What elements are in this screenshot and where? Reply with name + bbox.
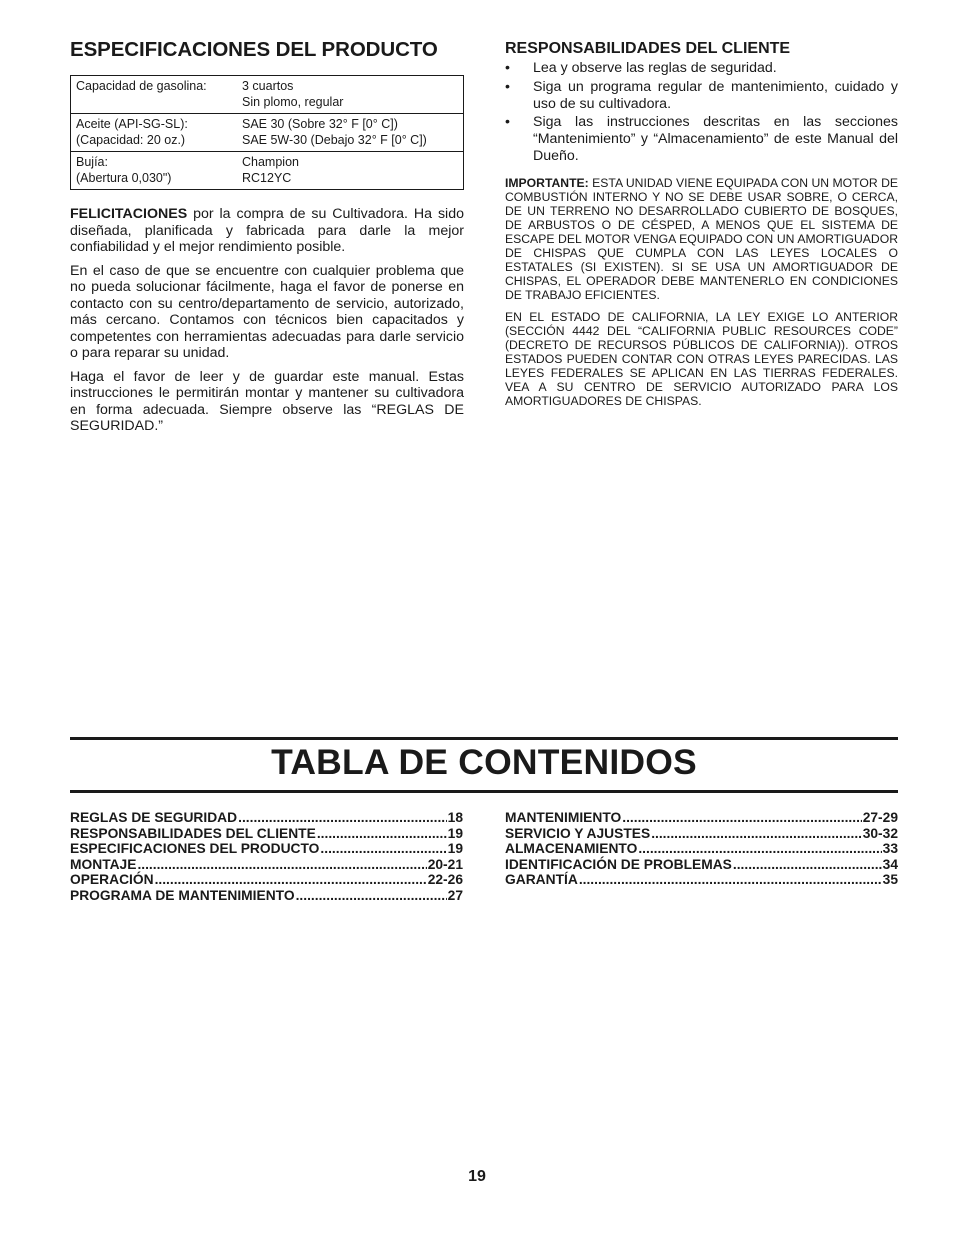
toc-leader xyxy=(238,810,447,826)
toc-leader xyxy=(155,872,427,888)
toc-top-rule xyxy=(70,737,898,740)
toc-entry-label: PROGRAMA DE MANTENIMIENTO xyxy=(70,887,295,903)
spec-key-line: (Abertura 0,030") xyxy=(76,170,172,185)
toc-entry-label: SERVICIO Y AJUSTES xyxy=(505,825,651,841)
spec-key-line: Aceite (API-SG-SL): xyxy=(76,117,188,131)
table-row xyxy=(71,114,464,152)
toc-leader xyxy=(622,810,861,826)
spec-key xyxy=(71,76,240,114)
toc-entry-page: 27-29 xyxy=(862,810,898,825)
responsibilities-list xyxy=(505,60,898,165)
toc-leader xyxy=(320,841,446,857)
toc-entry-page: 19 xyxy=(447,825,463,841)
list-item xyxy=(505,60,898,77)
toc-entry-page: 22-26 xyxy=(427,872,463,888)
toc-entry[interactable] xyxy=(70,872,463,888)
toc-leader xyxy=(651,826,862,842)
toc-entry-label: OPERACIÓN xyxy=(70,872,154,888)
congrats-paragraph xyxy=(70,206,464,256)
toc-leader xyxy=(317,826,447,842)
toc-entry[interactable] xyxy=(505,857,898,873)
spec-value xyxy=(239,76,464,114)
spec-value-line: RC12YC xyxy=(242,170,292,185)
toc-entry-label: ALMACENAMIENTO xyxy=(505,841,638,857)
spec-key xyxy=(71,152,240,190)
toc-leader xyxy=(579,872,882,888)
toc-entry-page: 30-32 xyxy=(862,825,898,841)
spec-value-line: Champion xyxy=(242,155,299,169)
bullet-icon: • xyxy=(505,60,510,76)
manual-paragraph: Haga el favor de leer y de guardar este manual. Estas instrucciones le permitirán montar y mantener su cultivadora en forma adecuada. Siempre observe las “REGLAS DE SEGURIDAD.” xyxy=(70,368,464,434)
toc-leader xyxy=(733,857,882,873)
list-item xyxy=(505,79,898,113)
congrats-label: FELICITACIONES xyxy=(70,206,188,222)
toc-leader xyxy=(296,888,447,904)
toc-left-column xyxy=(70,810,463,904)
toc-entry-page: 33 xyxy=(882,841,898,857)
right-column xyxy=(505,40,898,416)
toc-entry-page: 18 xyxy=(447,810,463,825)
toc-entry[interactable] xyxy=(70,810,463,826)
spec-key-line: Bujía: xyxy=(76,155,108,169)
list-item xyxy=(505,114,898,164)
important-notice xyxy=(505,176,898,302)
spec-value-line: 3 cuartos xyxy=(242,79,294,93)
bullet-icon: • xyxy=(505,114,510,131)
specs-heading: ESPECIFICACIONES DEL PRODUCTO xyxy=(70,38,438,61)
toc-entry[interactable] xyxy=(505,810,898,826)
toc-entry-label: MONTAJE xyxy=(70,856,137,872)
toc-entry-page: 35 xyxy=(882,872,898,888)
spec-key-line: (Capacidad: 20 oz.) xyxy=(76,132,186,147)
table-row xyxy=(71,152,464,190)
spec-value-line: SAE 5W-30 (Debajo 32° F [0° C]) xyxy=(242,132,427,147)
toc-entry[interactable] xyxy=(70,857,463,873)
important-text: ESTA UNIDAD VIENE EQUIPADA CON UN MOTOR DE COMBUSTIÓN INTERNO Y NO SE DEBE USAR SOBRE, O CERCA, DE UN TERRENO NO DESARROLLADO CUBIERTO DE BOSQUES, DE ARBUSTOS O DE CÉSPED, A MENOS QUE EL SISTEMA DE ESCAPE DEL MOTOR VENGA EQUIPADO CON UN AMORTIGUADOR DE CHISPAS QUE CUMPLA CON LAS LEYES LOCALES O ESTATALES (SI EXISTEN). SI SE USA UN AMORTIGUADOR DE CHISPAS, EL OPERADOR DEBE MANTENERLO EN CONDICIONES DE TRABAJO EFICIENTES. xyxy=(505,175,898,302)
spec-value-line: SAE 30 (Sobre 32° F [0° C]) xyxy=(242,117,398,131)
spec-key xyxy=(71,114,240,152)
toc-entry-page: 19 xyxy=(447,841,463,857)
toc-entry[interactable] xyxy=(70,841,463,857)
spec-value xyxy=(239,152,464,190)
toc-entry-page: 34 xyxy=(882,856,898,872)
toc-entry[interactable] xyxy=(505,826,898,842)
congrats-text: por la compra de su Cultivadora. Ha sido diseñada, planificada y fabricada para darle la mejor confiabilidad y el mejor rendimiento posible. xyxy=(70,206,464,255)
toc-entry-label: IDENTIFICACIÓN DE PROBLEMAS xyxy=(505,856,732,872)
list-item-text: Lea y observe las reglas de seguridad. xyxy=(533,60,777,76)
responsibilities-heading: RESPONSABILIDADES DEL CLIENTE xyxy=(505,40,791,57)
list-item-text: Siga las instrucciones descritas en las secciones “Mantenimiento” y “Almacenamiento” de este Manual del Dueño. xyxy=(533,114,898,164)
spec-key-line: Capacidad de gasolina: xyxy=(76,79,207,93)
toc-entry-label: ESPECIFICACIONES DEL PRODUCTO xyxy=(70,841,320,857)
toc-leader xyxy=(638,841,881,857)
toc-entry-label: GARANTÍA xyxy=(505,872,578,888)
bullet-icon: • xyxy=(505,78,510,95)
specs-table xyxy=(70,75,464,190)
toc-title: TABLA DE CONTENIDOS xyxy=(271,742,697,782)
spec-value xyxy=(239,114,464,152)
toc-entry-label: REGLAS DE SEGURIDAD xyxy=(70,810,238,825)
toc-entry-page: 27 xyxy=(447,887,463,903)
spec-value-line: Sin plomo, regular xyxy=(242,94,344,109)
toc-bottom-rule xyxy=(70,790,898,793)
page-number: 19 xyxy=(468,1168,486,1185)
toc-entry-label: MANTENIMIENTO xyxy=(505,810,622,825)
toc-entry-page: 20-21 xyxy=(427,856,463,872)
toc-entry[interactable] xyxy=(505,872,898,888)
service-paragraph: En el caso de que se encuentre con cualquier problema que no pueda solucionar fácilmente, haga el favor de ponerse en contacto con su centro/departamento de servicio, autorizado, más cercano. Contamos con técnicos bien capacitados y competentes con herramientas adecuadas para darle servicio o para reparar su unidad. xyxy=(70,262,464,361)
important-label: IMPORTANTE: xyxy=(505,175,589,190)
california-notice: EN EL ESTADO DE CALIFORNIA, LA LEY EXIGE LO ANTERIOR (SECCIÓN 4442 DEL “CALIFORNIA PUBLIC RESOURCES CODE” (DECRETO DE RECURSOS PÚBLICOS DE CALIFORNIA)). OTROS ESTADOS PUEDEN CONTAR CON OTRAS LEYES PARECIDAS. LAS LEYES FEDERALES SE APLICAN EN LAS TIERRAS FEDERALES. VEA A SU CENTRO DE SERVICIO AUTORIZADO PARA LOS AMORTIGUADORES DE CHISPAS. xyxy=(505,309,898,408)
table-row xyxy=(71,76,464,114)
toc-entry[interactable] xyxy=(70,888,463,904)
toc-entry-label: RESPONSABILIDADES DEL CLIENTE xyxy=(70,825,316,841)
toc-leader xyxy=(137,857,426,873)
toc-entry[interactable] xyxy=(70,826,463,842)
toc-entry[interactable] xyxy=(505,841,898,857)
toc-right-column xyxy=(505,810,898,888)
left-column xyxy=(70,38,464,442)
list-item-text: Siga un programa regular de mantenimiento, cuidado y uso de su cultivadora. xyxy=(533,78,898,112)
